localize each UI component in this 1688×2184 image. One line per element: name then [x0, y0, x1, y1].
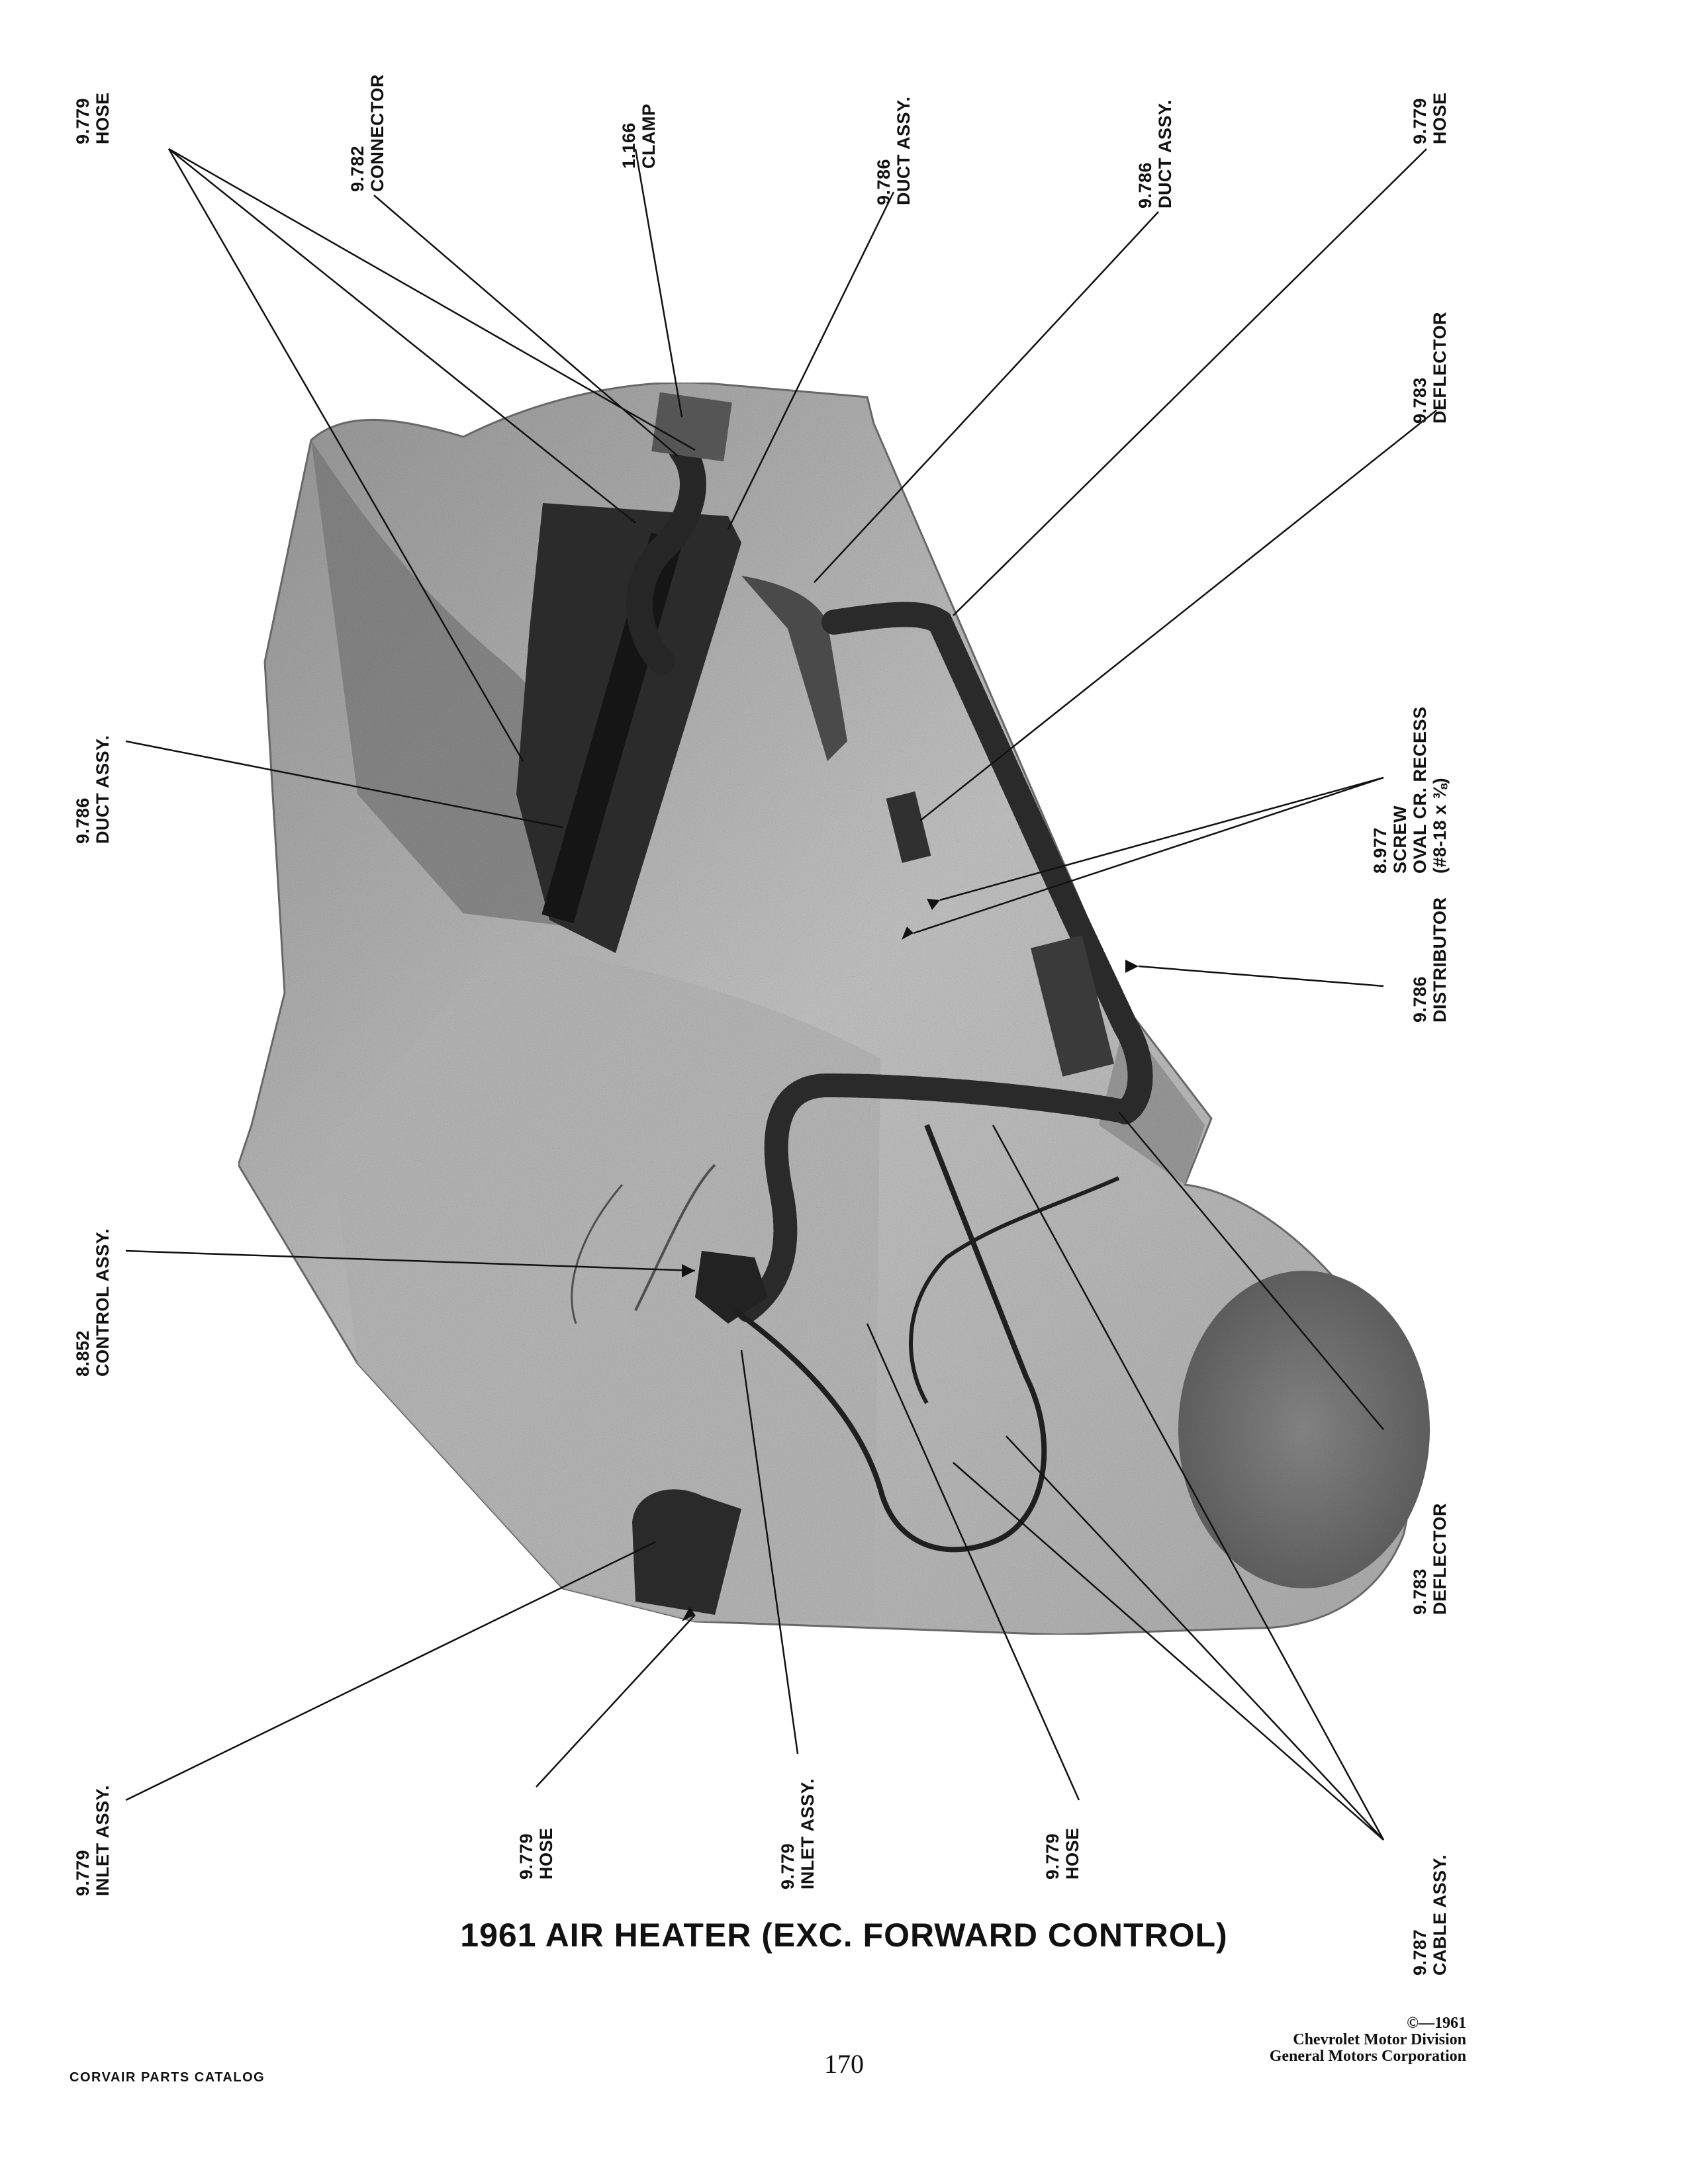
division: Chevrolet Motor Division	[1293, 2031, 1466, 2048]
callout-clamp: 1.166 CLAMP	[619, 103, 659, 169]
catalog-name: CORVAIR PARTS CATALOG	[70, 2070, 265, 2085]
callout-hose-bottom-left: 9.779 HOSE	[516, 1827, 556, 1880]
page-number: 170	[824, 2049, 864, 2079]
callout-deflector-top: 9.783 DEFLECTOR	[1410, 311, 1450, 424]
callout-distributor: 9.786 DISTRIBUTOR	[1410, 897, 1450, 1023]
callout-hose-bottom-right: 9.779 HOSE	[1043, 1827, 1082, 1880]
callout-screw: 8.977 SCREW OVAL CR. RECESS (#8-18 x ⅜)	[1370, 706, 1450, 874]
callout-duct-assy-left: 9.786 DUCT ASSY.	[73, 735, 113, 844]
callout-connector: 9.782 CONNECTOR	[348, 73, 387, 192]
corporation: General Motors Corporation	[1269, 2048, 1466, 2065]
callout-duct-assy-top-1: 9.786 DUCT ASSY.	[874, 96, 914, 205]
callout-hose-top-right: 9.779 HOSE	[1410, 92, 1450, 144]
vehicle-body	[238, 383, 1430, 1635]
callout-inlet-assy-bottom: 9.779 INLET ASSY.	[778, 1778, 818, 1889]
callout-control-assy: 8.852 CONTROL ASSY.	[73, 1228, 113, 1377]
callout-duct-assy-top-2: 9.786 DUCT ASSY.	[1135, 99, 1175, 208]
callout-hose-top-left: 9.779 HOSE	[73, 92, 113, 144]
callout-inlet-assy-left: 9.779 INLET ASSY.	[73, 1784, 113, 1896]
callout-deflector-bottom: 9.783 DEFLECTOR	[1410, 1502, 1450, 1615]
publisher-block	[1270, 2015, 1466, 2065]
figure-title: 1961 AIR HEATER (EXC. FORWARD CONTROL)	[460, 1917, 1228, 1954]
copyright: ©—1961	[1407, 2015, 1466, 2032]
callout-cable-assy: 9.787 CABLE ASSY.	[1410, 1854, 1450, 1976]
